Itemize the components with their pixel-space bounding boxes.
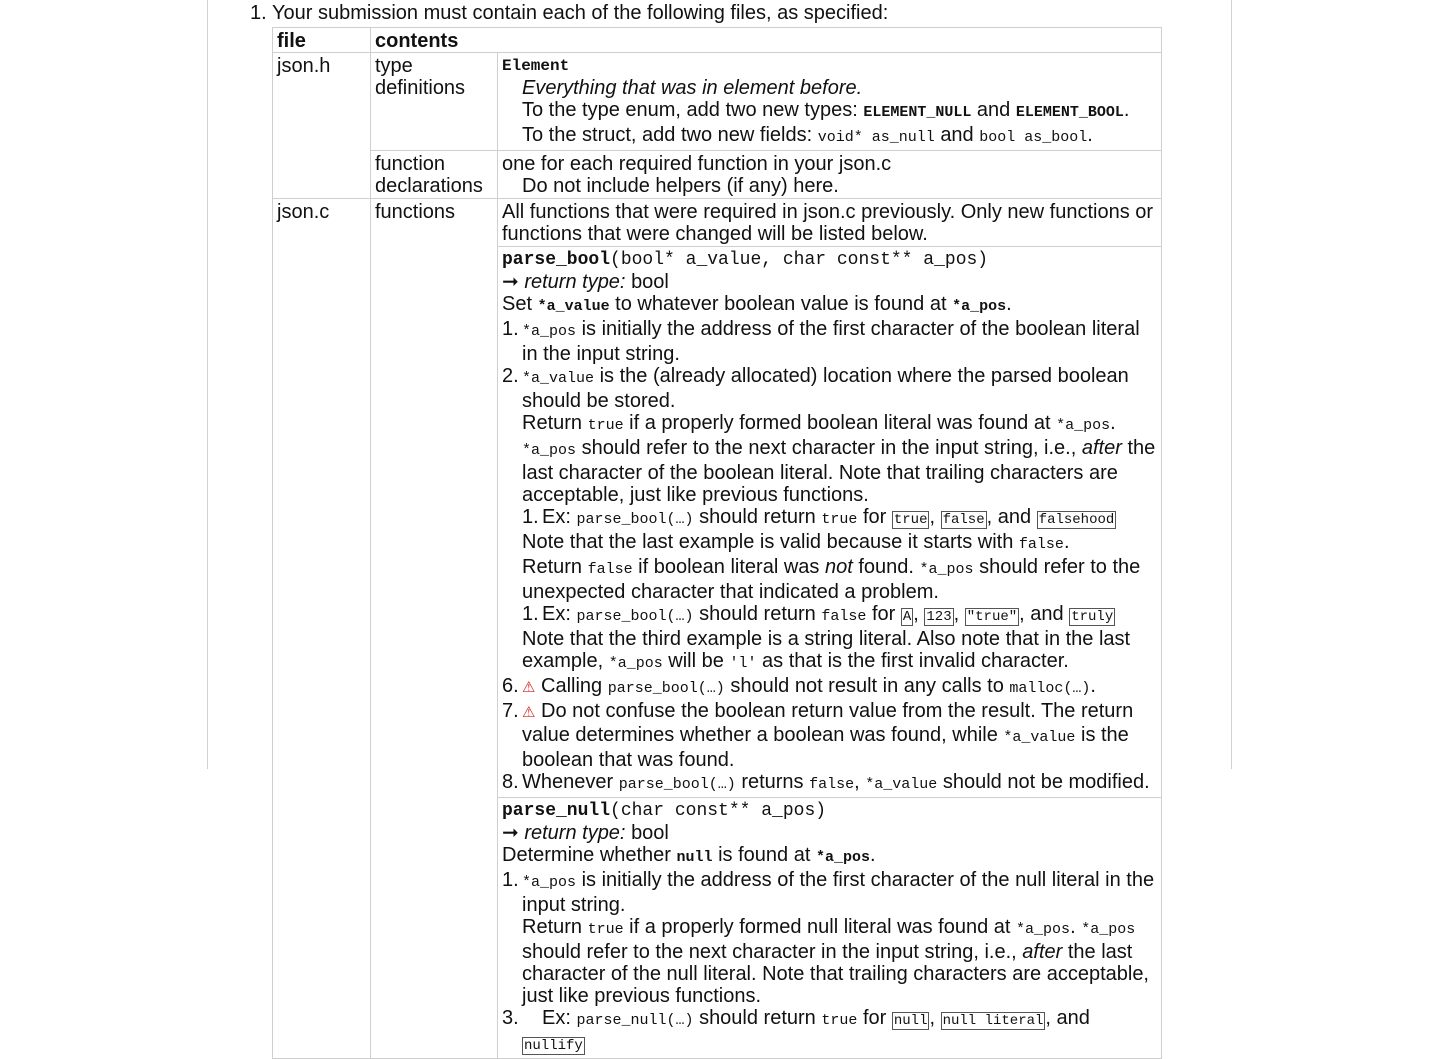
type-definitions-label: type definitions bbox=[371, 53, 498, 151]
struct-line: To the struct, add two new fields: void* as_null and bool as_bool. bbox=[522, 124, 1093, 146]
example-item: 1. Ex: parse_bool(…) should return false for A , 123 , "true" , and truly bbox=[522, 603, 1114, 625]
intro-item bbox=[250, 2, 888, 25]
example-item: 1. Ex: parse_bool(…) should return true for true , false , and falsehood bbox=[522, 506, 1115, 528]
function-declarations-cell bbox=[498, 151, 1162, 199]
intro-text: Your submission must contain each of the following files, as specified: bbox=[272, 2, 889, 24]
files-table bbox=[272, 27, 1162, 1059]
example-note: Note that the last example is valid because it starts with false. bbox=[522, 531, 1070, 553]
list-item: 1. *a_pos is initially the address of the first character of the null literal in the input string. bbox=[502, 869, 1155, 916]
page-border-right bbox=[1231, 0, 1232, 769]
element-code: Element bbox=[502, 57, 570, 75]
func-decl-main: one for each required function in your json.c bbox=[502, 153, 892, 175]
parse-bool-cell bbox=[498, 247, 1162, 798]
func-decl-note: Do not include helpers (if any) here. bbox=[522, 175, 839, 197]
parse-bool-desc: Set *a_value to whatever boolean value is found at *a_pos. bbox=[502, 293, 1012, 315]
example-note: Note that the third example is a string literal. Also note that in the last example, *a_pos will be 'l' as that is the first invalid character. bbox=[522, 628, 1131, 672]
table-row bbox=[273, 199, 1162, 247]
table-row bbox=[273, 151, 1162, 199]
page-border-left bbox=[207, 0, 208, 769]
functions-label: functions bbox=[371, 199, 498, 1059]
parse-null-cell bbox=[498, 798, 1162, 1059]
list-item: 1. *a_pos is initially the address of the first character of the boolean literal in the input string. bbox=[502, 318, 1140, 365]
header-file: file bbox=[273, 28, 371, 53]
parse-null-desc: Determine whether null is found at *a_pos. bbox=[502, 844, 876, 866]
list-item: Return false if boolean literal was not found. *a_pos should refer to the unexpected character that indicated a problem. 1. Ex: parse_bool(…) should return false for A , 123 , "true" , and truly Note that the third example is a string literal. Also note that in the last example, *a_pos will be 'l' as that is the first invalid character. bbox=[502, 556, 1157, 675]
table-row bbox=[273, 53, 1162, 151]
function-declarations-label: function declarations bbox=[371, 151, 498, 199]
element-note: Everything that was in element before. bbox=[522, 77, 863, 99]
table-header-row bbox=[273, 28, 1162, 53]
type-definitions-cell bbox=[498, 53, 1162, 151]
file-json-h: json.h bbox=[273, 53, 371, 199]
enum-line: To the type enum, add two new types: ELEMENT_NULL and ELEMENT_BOOL. bbox=[522, 99, 1130, 121]
list-number: 1. bbox=[250, 2, 267, 24]
warning-icon: ⚠ bbox=[522, 679, 536, 696]
list-item: 7. ⚠ Do not confuse the boolean return value from the result. The return value determines whether a boolean was found, while *a_value is the boolean that was found. bbox=[502, 700, 1134, 771]
functions-summary: All functions that were required in json.c previously. Only new functions or functions that were changed will be listed below. bbox=[498, 199, 1162, 247]
parse-bool-signature: parse_bool(bool* a_value, char const** a_pos) bbox=[502, 250, 989, 270]
warning-icon: ⚠ bbox=[522, 704, 536, 721]
list-item: Return true if a properly formed null literal was found at *a_pos. *a_pos should refer to the next character in the input string, i.e., after the last character of the null literal. Note that trailing characters are acceptable, just like previous functions. bbox=[522, 916, 1149, 1007]
list-item: 2. *a_value is the (already allocated) location where the parsed boolean should be stored. bbox=[502, 365, 1129, 412]
list-item: 3. Ex: parse_null(…) should return true for null , null literal , and nullify bbox=[502, 1007, 1090, 1054]
parse-bool-return: ➞ return type: bool bbox=[502, 271, 669, 293]
parse-null-return: ➞ return type: bool bbox=[502, 822, 669, 844]
file-json-c: json.c bbox=[273, 199, 371, 1059]
header-contents: contents bbox=[371, 28, 1162, 53]
list-item: 8. Whenever parse_bool(…) returns false, *a_value should not be modified. bbox=[502, 771, 1150, 793]
parse-null-signature: parse_null(char const** a_pos) bbox=[502, 801, 827, 821]
list-item: Return true if a properly formed boolean literal was found at *a_pos. *a_pos should refer to the next character in the input string, i.e., after the last character of the boolean literal. Note that trailing characters are acceptable, just like previous functions. 1. Ex: parse_bool(…) should return true for true , false , and falsehood Note that the last example is valid because it starts with false. bbox=[502, 412, 1157, 556]
list-item: 6. ⚠ Calling parse_bool(…) should not result in any calls to malloc(…). bbox=[502, 675, 1096, 697]
